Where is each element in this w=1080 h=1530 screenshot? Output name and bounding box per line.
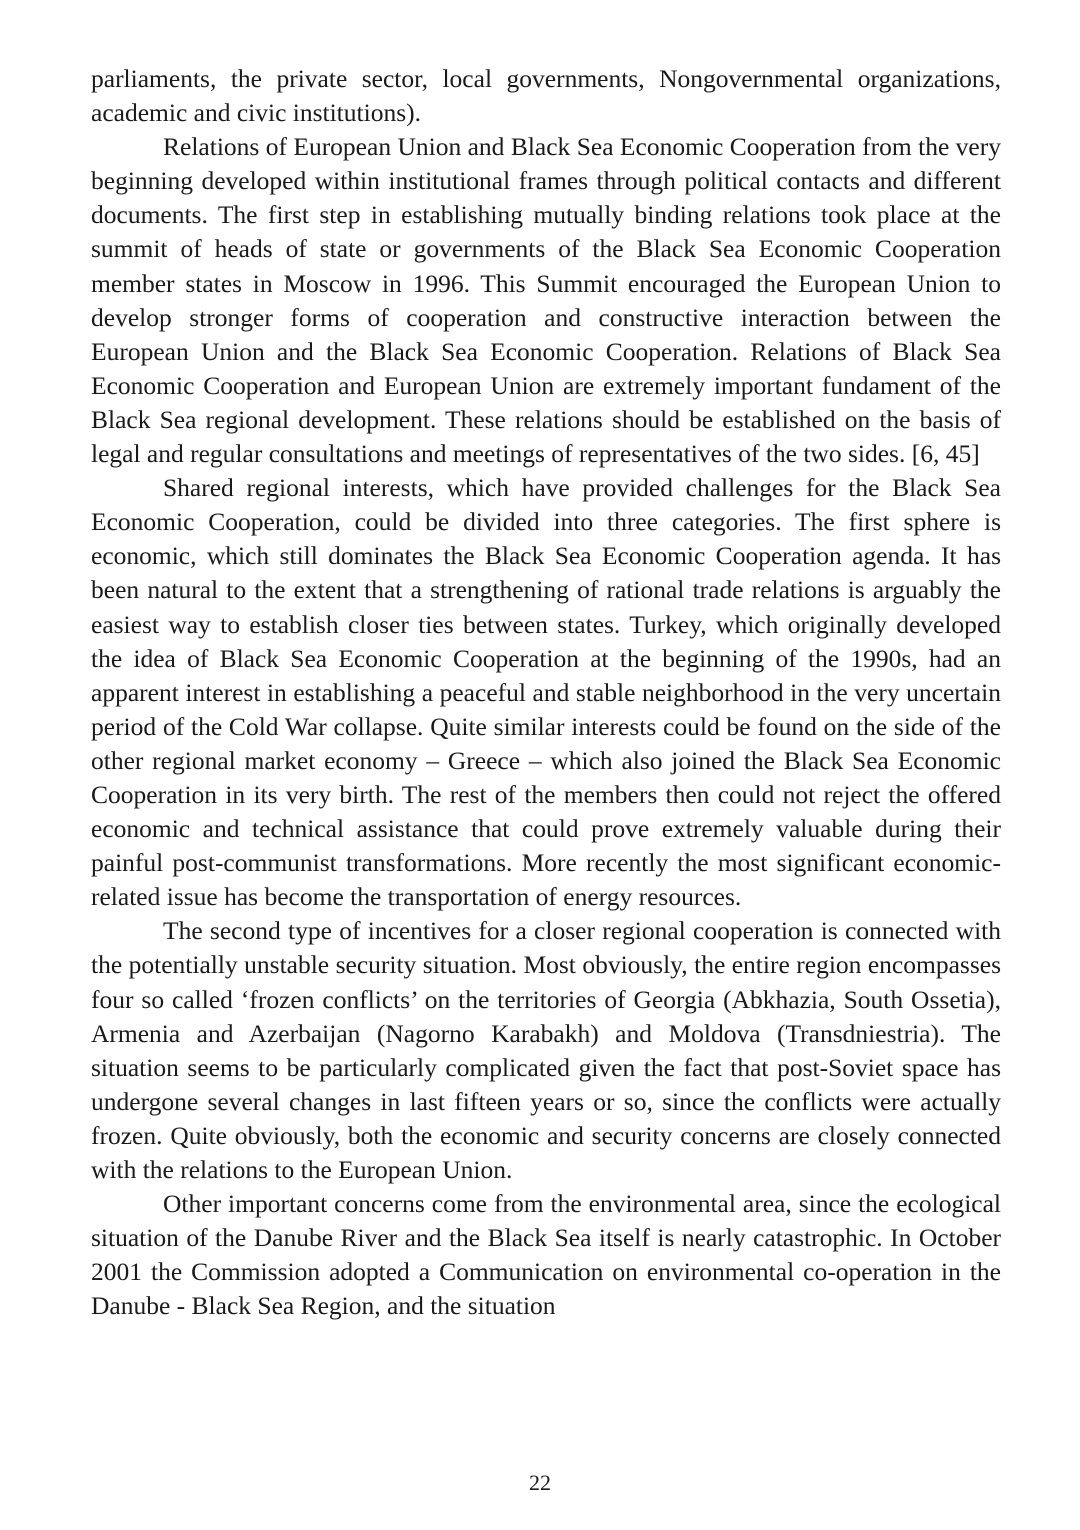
paragraph-1: parliaments, the private sector, local governments, Nongovernmental organizations, academic and civic institutions). bbox=[91, 64, 1001, 128]
paragraph-5: Other important concerns come from the environmental area, since the ecological situation of the Danube River and the Black Sea itself is nearly catastrophic. In October 2001 the Commission adopted a Communication on environmental co-operation in the Danube - Black Sea Region, and the situation bbox=[91, 1189, 1001, 1321]
page-number: 22 bbox=[529, 1470, 551, 1495]
paragraph-3: Shared regional interests, which have provided challenges for the Black Sea Economic Cooperation, could be divided into three categories. The first sphere is economic, which still dominates the Black Sea Economic Cooperation agenda. It has been natural to the extent that a strengthening of rational trade relations is arguably the easiest way to establish closer ties between states. Turkey, which originally developed the idea of Black Sea Economic Cooperation at the beginning of the 1990s, had an apparent interest in establishing a peaceful and stable neighborhood in the very uncertain period of the Cold War collapse. Quite similar interests could be found on the side of the other regional market economy – Greece – which also joined the Black Sea Economic Cooperation in its very birth. The rest of the members then could not reject the offered economic and technical assistance that could prove extremely valuable during their painful post-communist transformations. More recently the most significant economic-related issue has become the transportation of energy resources. bbox=[91, 473, 1001, 912]
paragraph-2: Relations of European Union and Black Sea Economic Cooperation from the very beginning developed within institutional frames through political contacts and different documents. The first step in establishing mutually binding relations took place at the summit of heads of state or governments of the Black Sea Economic Cooperation member states in Moscow in 1996. This Summit encouraged the European Union to develop stronger forms of cooperation and constructive interaction between the European Union and the Black Sea Economic Cooperation. Relations of Black Sea Economic Cooperation and European Union are extremely important fundament of the Black Sea regional development. These relations should be established on the basis of legal and regular consultations and meetings of representatives of the two sides. [6, 45] bbox=[91, 132, 1001, 469]
page-body bbox=[91, 62, 1001, 1323]
paragraph-4: The second type of incentives for a closer regional cooperation is connected with the potentially unstable security situation. Most obviously, the entire region encompasses four so called ‘frozen conflicts’ on the territories of Georgia (Abkhazia, South Ossetia), Armenia and Azerbaijan (Nagorno Karabakh) and Moldova (Transdniestria). The situation seems to be particularly complicated given the fact that post-Soviet space has undergone several changes in last fifteen years or so, since the conflicts were actually frozen. Quite obviously, both the economic and security concerns are closely connected with the relations to the European Union. bbox=[91, 916, 1001, 1184]
